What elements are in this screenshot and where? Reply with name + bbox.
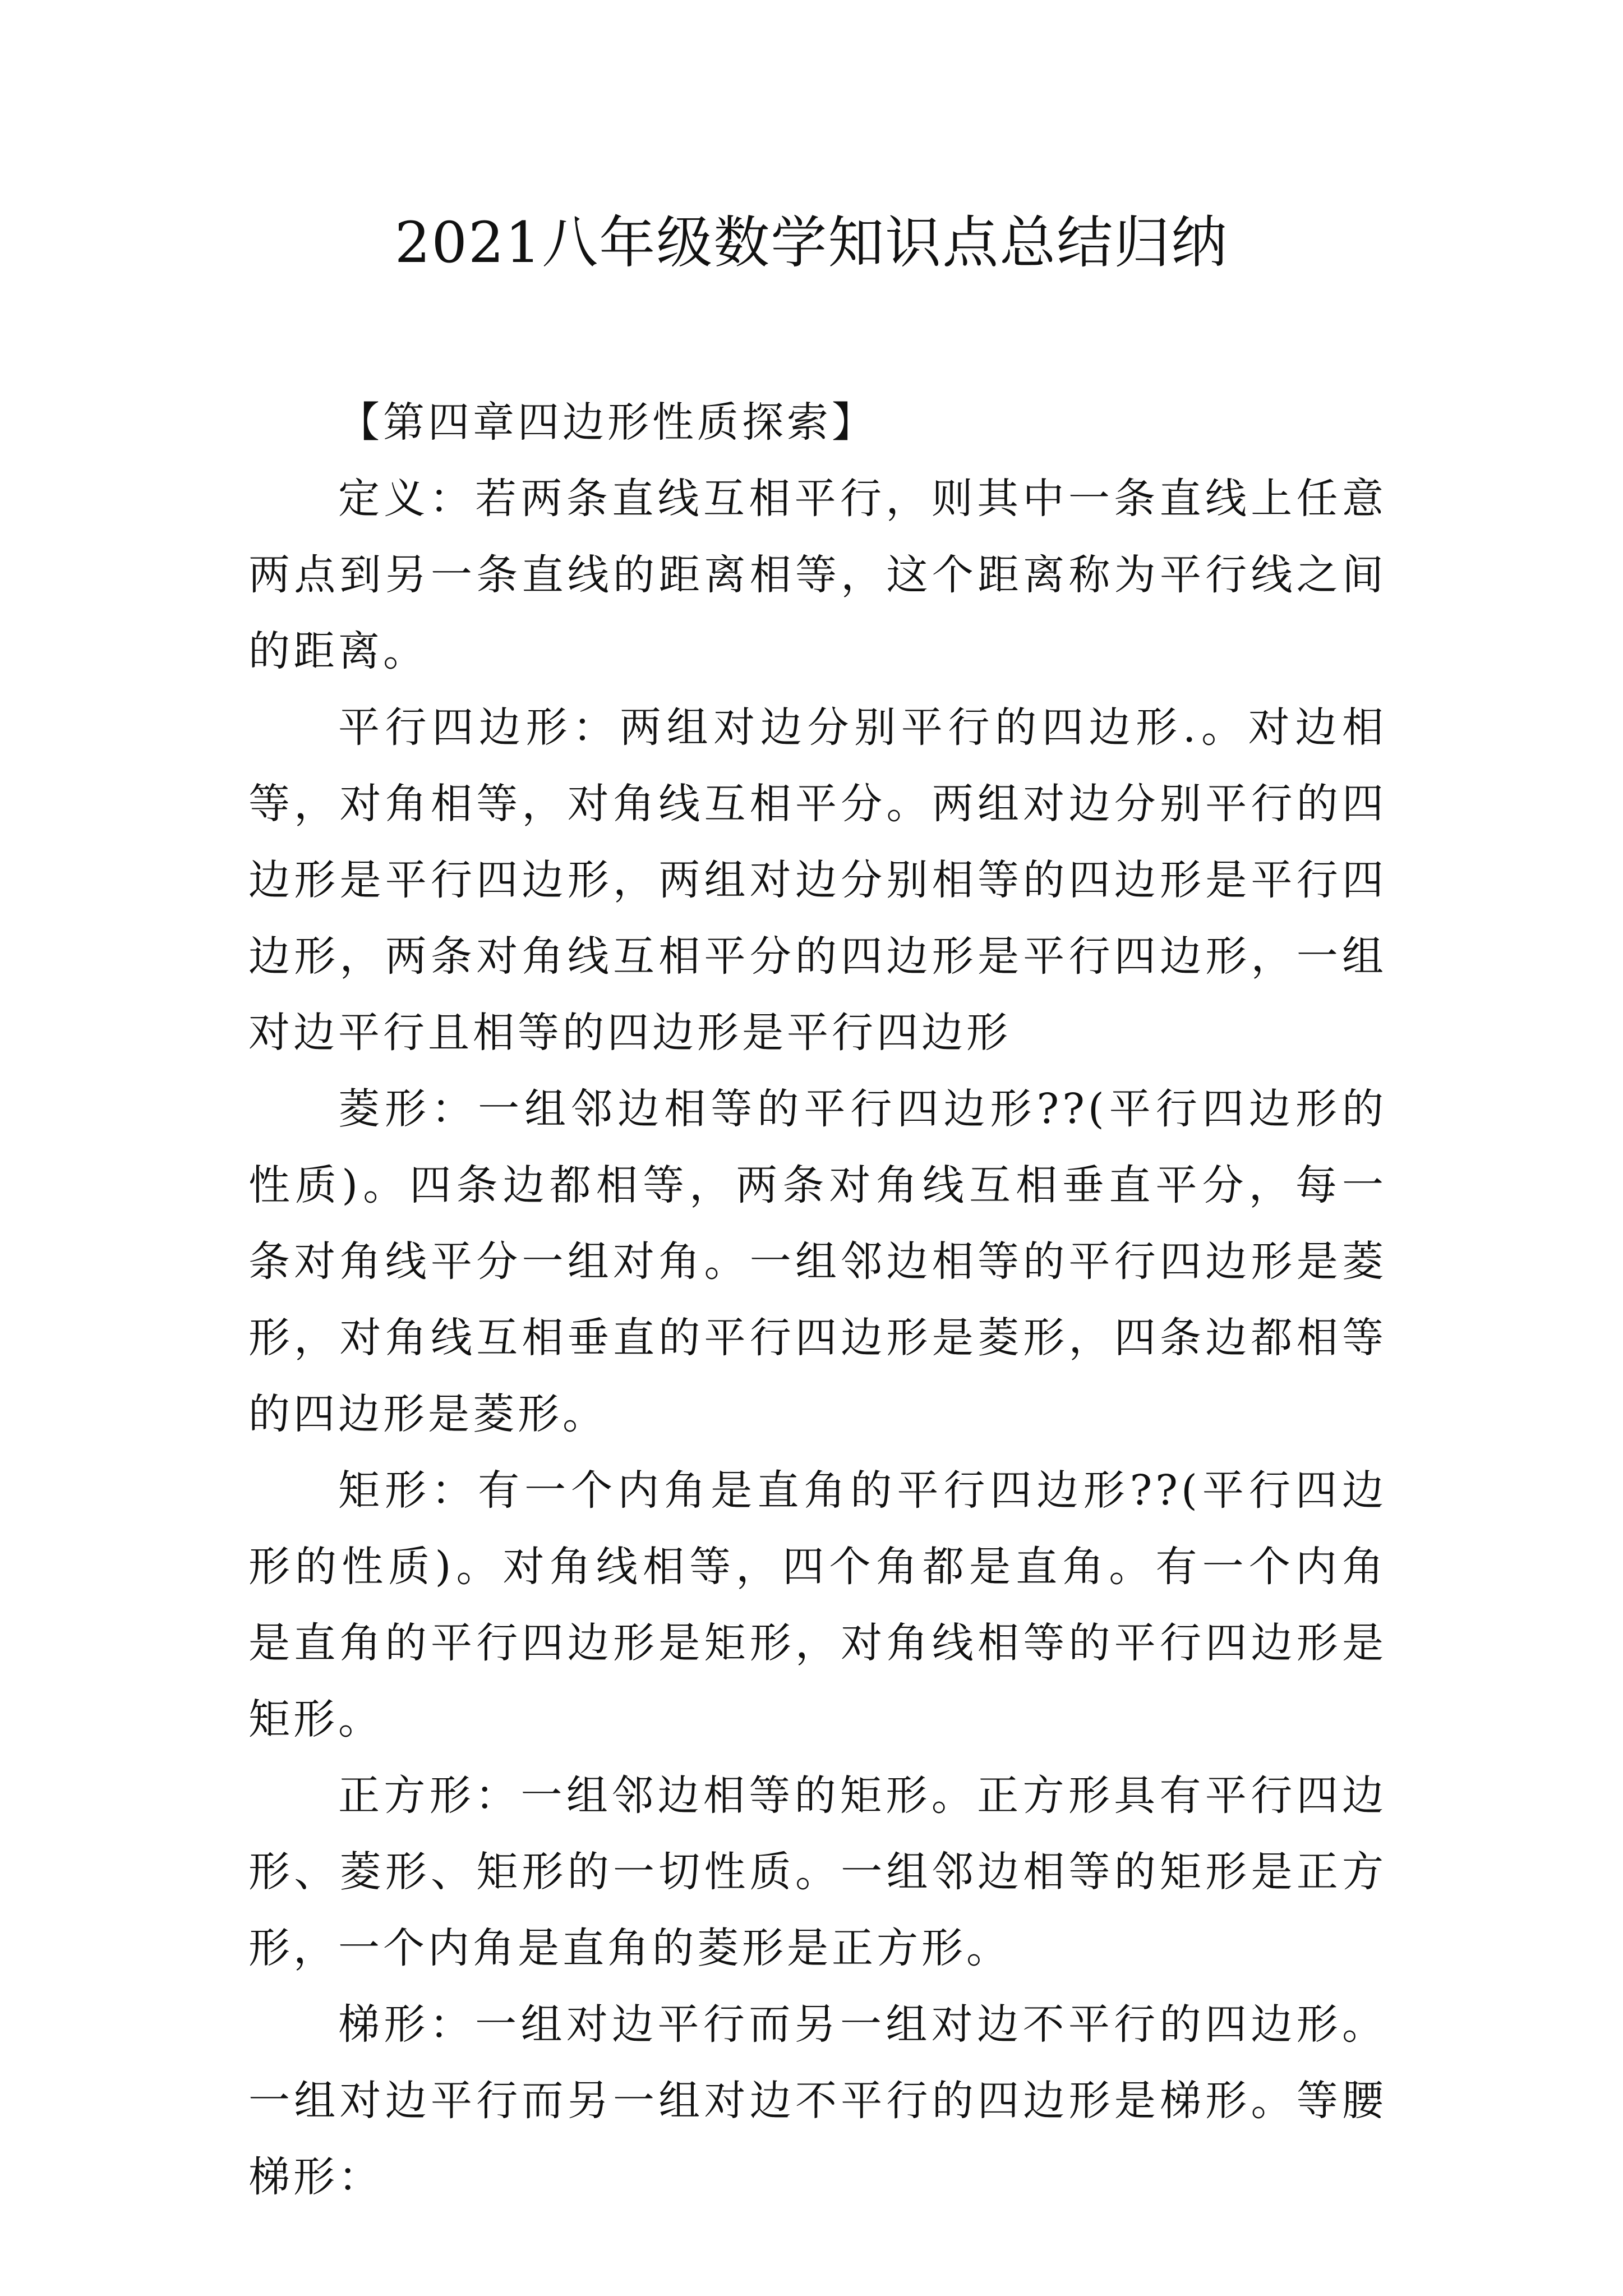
paragraph-rhombus: 菱形：一组邻边相等的平行四边形??(平行四边形的性质)。四条边都相等，两条对角线互相垂直平分，每一条对角线平分一组对角。一组邻边相等的平行四边形是菱形，对角线互相垂直的平行四边形是菱形，四条边都相等的四边形是菱形。 xyxy=(248,1085,1387,1438)
paragraph-parallelogram: 平行四边形：两组对边分别平行的四边形.。对边相等，对角相等，对角线互相平分。两组对边分别平行的四边形是平行四边形，两组对边分别相等的四边形是平行四边形，两条对角线互相平分的四边形是平行四边形，一组对边平行且相等的四边形是平行四边形 xyxy=(248,703,1387,1057)
section-heading: 【第四章四边形性质探索】 xyxy=(338,398,877,447)
document-title: 2021八年级数学知识点总结归纳 xyxy=(394,210,1229,275)
paragraph-definition: 定义：若两条直线互相平行，则其中一条直线上任意两点到另一条直线的距离相等，这个距离称为平行线之间的距离。 xyxy=(248,475,1387,675)
paragraph-square: 正方形：一组邻边相等的矩形。正方形具有平行四边形、菱形、矩形的一切性质。一组邻边相等的矩形是正方形，一个内角是直角的菱形是正方形。 xyxy=(248,1772,1387,1972)
document-body xyxy=(248,384,1387,2215)
paragraph-trapezoid: 梯形：一组对边平行而另一组对边不平行的四边形。一组对边平行而另一组对边不平行的四边形是梯形。等腰梯形： xyxy=(248,2000,1387,2201)
paragraph-rectangle: 矩形：有一个内角是直角的平行四边形??(平行四边形的性质)。对角线相等，四个角都是直角。有一个内角是直角的平行四边形是矩形，对角线相等的平行四边形是矩形。 xyxy=(248,1466,1387,1743)
